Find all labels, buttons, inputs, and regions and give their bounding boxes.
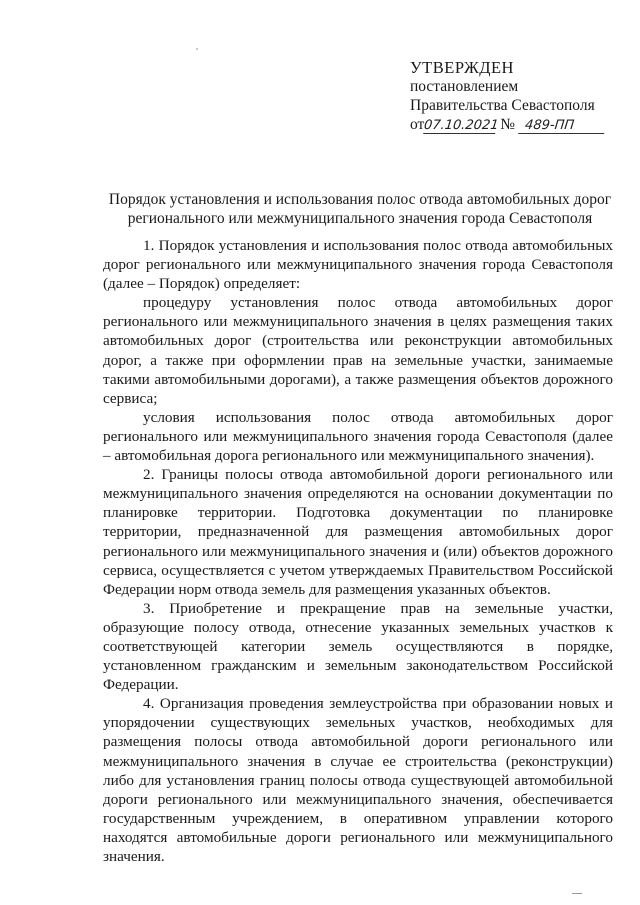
scan-speck [196, 48, 198, 50]
number-prefix: № [500, 116, 515, 133]
paragraph: процедуру установления полос отвода автомобильных дорог регионального или межмуниципального значения в целях размещения таких автомобильных дорог (строительства или реконструкции автомобильных дорог, а также при оформлении прав на земельные участки, занимаемые такими автомобильными дорогами), а также размещения объектов дорожного сервиса; [103, 294, 613, 407]
date-prefix: от [410, 116, 425, 133]
paragraph: 4. Организация проведения землеустройства при образовании новых и упорядочении существующих земельных участков, необходимых для размещения полосы отвода автомобильной дороги регионального или межмуниципального значения в случае ее строительства (реконструкции) либо для установления границ полосы отвода существующей автомобильной дороги регионального или межмуниципального значения, обеспечивается государственным учреждением, в оперативном управлении которого находятся автомобильные дороги регионального или межмуниципального значения. [103, 695, 613, 865]
page-corner-mark [572, 893, 582, 898]
title-line-1: Порядок установления и использования полос отвода автомобильных дорог [108, 191, 612, 208]
document-body [103, 236, 613, 866]
document-title [100, 190, 620, 228]
approval-date-line [410, 115, 605, 134]
handwritten-number: 489-ПП [518, 118, 606, 134]
paragraph: 2. Границы полосы отвода автомобильной дороги регионального или межмуниципального значения определяются на основании документации по планировке территории. Подготовка документации по планировке территории, предназначенной для размещения автомобильных дорог регионального или межмуниципального значения и (или) объектов дорожного сервиса, осуществляется с учетом утверждаемых Правительством Российской Федерации норм отвода земель для размещения указанных объектов. [103, 466, 613, 598]
approval-stamp [410, 58, 605, 134]
paragraph: 3. Приобретение и прекращение прав на земельные участки, образующие полосу отвода, отнесение указанных земельных участков к соответствующей категории земель осуществляются в порядке, установленном гражданским и земельным законодательством Российской Федерации. [103, 599, 613, 694]
paragraph: условия использования полос отвода автомобильных дорог регионального или межмуниципального значения города Севастополя (далее – автомобильная дорога регионального или межмуниципального значения). [103, 408, 613, 465]
paragraph: 1. Порядок установления и использования полос отвода автомобильных дорог регионального или межмуниципального значения города Севастополя (далее – Порядок) определяет: [103, 237, 613, 293]
approval-heading: УТВЕРЖДЕН [410, 58, 514, 77]
handwritten-date: 07.10.2021 [423, 118, 500, 133]
approval-line-1: постановлением [410, 78, 519, 95]
title-line-2: регионального или межмуниципального значения города Севастополя [127, 210, 593, 227]
approval-line-2: Правительства Севастополя [410, 97, 595, 114]
